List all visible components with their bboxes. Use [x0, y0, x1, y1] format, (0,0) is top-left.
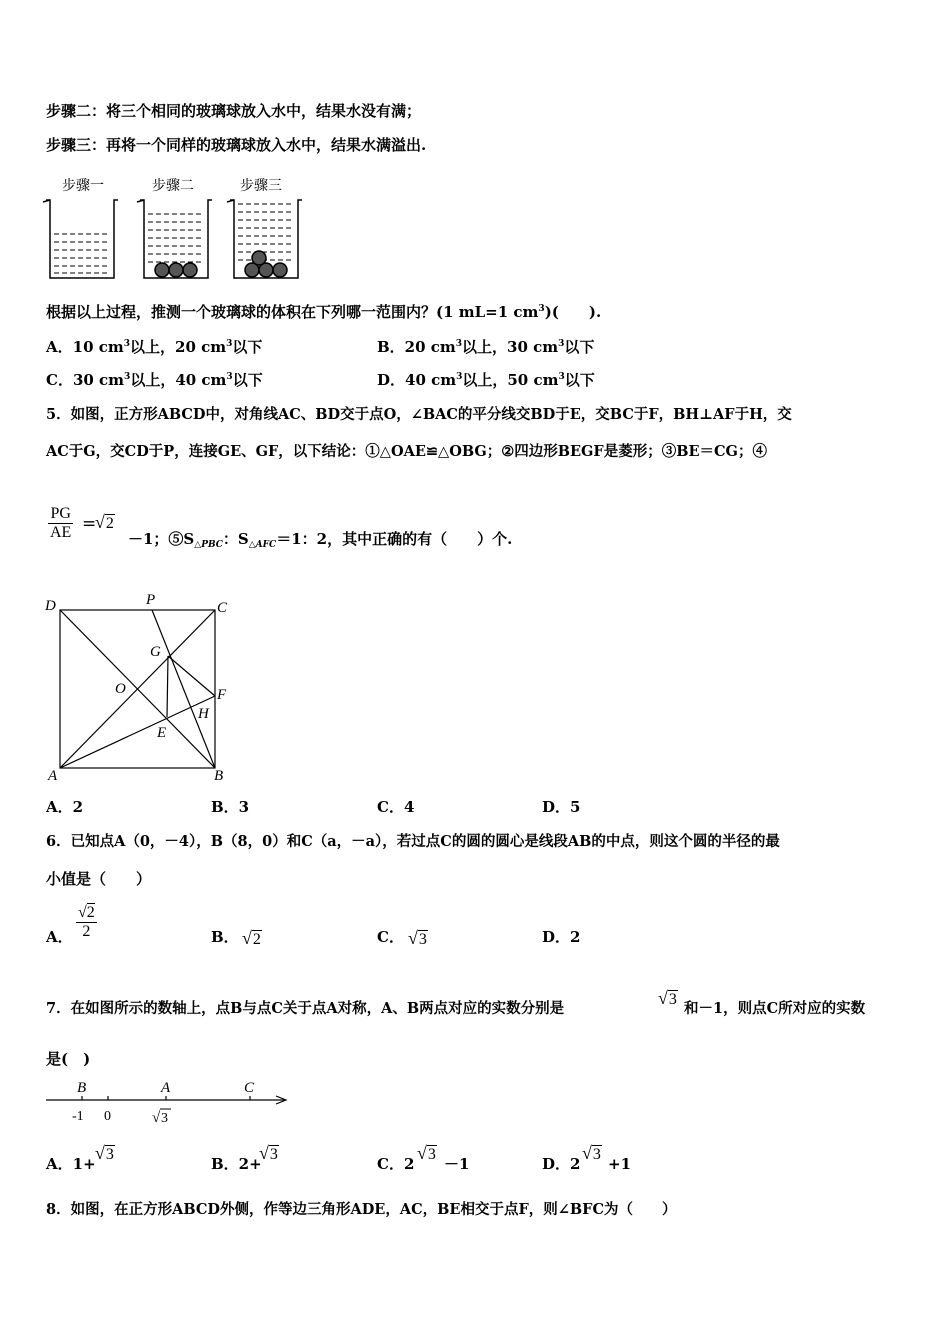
q7-option-a-sqrt: √3 [95, 1143, 114, 1163]
beaker-label-2: 步骤二 [152, 179, 194, 194]
axis-tick-0: 0 [104, 1109, 111, 1124]
q6-option-c-value: √3 [408, 928, 427, 948]
q5-equals: = [82, 514, 97, 534]
q4-option-b[interactable]: B．20 $cm^3$以上，30 $cm^3$以下 [377, 338, 595, 356]
q5-line3: －1；$⑤S_{\triangle PBC}$：$S_{\triangle AFC}=1$：2，其中正确的有（ ）个. [128, 530, 513, 550]
q4-stem: 根据以上过程，推测一个玻璃球的体积在下列哪一范围内？(1 mL=1 $cm^3$)( ). [46, 303, 602, 321]
q7-option-b[interactable]: B．2+ [211, 1155, 262, 1173]
q7-line2: 是( ) [46, 1050, 91, 1068]
label-P: P [146, 592, 156, 608]
q6-option-b-value: √2 [242, 928, 261, 948]
q7-option-c-tail: －1 [444, 1155, 470, 1173]
q6-option-b-label[interactable]: B． [211, 928, 239, 946]
q7-number-line [40, 1076, 300, 1132]
q6-line1: 6．已知点A（0，－4），B（8，0）和C（a，－a），若过点C的圆的圆心是线段AB的中点，则这个圆的半径的最 [46, 833, 780, 850]
beaker-1 [43, 200, 118, 278]
label-A: A [48, 768, 58, 784]
q5-fraction: PG AE [50, 505, 72, 541]
label-H: H [198, 706, 209, 722]
axis-tick-sqrt: 3 [161, 1111, 168, 1126]
axis-label-B: B [77, 1080, 87, 1096]
q5-square-figure [40, 588, 240, 784]
beaker-figure [40, 172, 310, 284]
axis-label-A: A [161, 1080, 171, 1096]
q7-line1-a: 7．在如图所示的数轴上，点B与点C关于点A对称，A、B两点对应的实数分别是 [46, 1000, 565, 1017]
q5-option-d[interactable]: D．5 [542, 798, 581, 816]
q5-option-c[interactable]: C．4 [377, 798, 415, 816]
q5-option-b[interactable]: B．3 [211, 798, 250, 816]
step3-text: 步骤三：再将一个同样的玻璃球放入水中，结果水满溢出. [46, 136, 427, 154]
q4-option-d[interactable]: D．40 $cm^3$以上，50 $cm^3$以下 [377, 371, 595, 389]
label-B: B [214, 768, 224, 784]
beaker-2 [137, 200, 212, 278]
q8-line1: 8．如图，在正方形ABCD外侧，作等边三角形ADE，AC，BE相交于点F，则∠BFC为（ ） [46, 1201, 677, 1218]
q6-option-c-label[interactable]: C． [377, 928, 404, 946]
q7-option-c[interactable]: C．2 [377, 1155, 415, 1173]
q5-sqrt: √2 [95, 512, 114, 532]
q6-line2: 小值是（ ） [46, 870, 152, 888]
beaker-3 [227, 200, 302, 278]
q7-option-d-sqrt: √3 [582, 1143, 601, 1163]
q5-option-a[interactable]: A．2 [46, 798, 84, 816]
q7-sqrt: √3 [658, 988, 677, 1008]
q5-line2: AC于G，交CD于P，连接GE、GF，以下结论：①△OAE≌△OBG；②四边形BEGF是菱形；③BE＝CG；④ [46, 443, 767, 460]
step2-text: 步骤二：将三个相同的玻璃球放入水中，结果水没有满； [46, 102, 422, 120]
q7-option-d-tail: +1 [608, 1155, 632, 1173]
axis-tick-m1: -1 [72, 1109, 84, 1124]
q4-option-a[interactable]: A．10 $cm^3$以上，20 $cm^3$以下 [46, 338, 263, 356]
label-C: C [217, 600, 228, 616]
q7-option-c-sqrt: √3 [417, 1143, 436, 1163]
axis-label-C: C [244, 1080, 255, 1096]
q7-option-d[interactable]: D．2 [542, 1155, 581, 1173]
q5-line1: 5．如图，正方形ABCD中，对角线AC、BD交于点O，∠BAC的平分线交BD于E，交BC于F，BH⊥AF于H，交 [46, 406, 792, 423]
beaker-label-1: 步骤一 [62, 179, 104, 194]
q6-option-a-label[interactable]: A． [46, 928, 73, 946]
beaker-label-3: 步骤三 [240, 179, 282, 194]
label-O: O [115, 681, 126, 697]
q7-option-a[interactable]: A．1+ [46, 1155, 96, 1173]
label-D: D [45, 598, 56, 614]
axis-tick-sqrt-symbol: √ [152, 1110, 161, 1126]
q6-option-a-value: √2 2 [78, 904, 95, 940]
label-G: G [150, 644, 161, 660]
q7-option-b-sqrt: √3 [259, 1143, 278, 1163]
q6-option-d[interactable]: D．2 [542, 928, 581, 946]
q7-line1-b: 和－1，则点C所对应的实数 [684, 1000, 866, 1017]
q4-option-c[interactable]: C．30 $cm^3$以上，40 $cm^3$以下 [46, 371, 263, 389]
label-F: F [217, 687, 227, 703]
label-E: E [157, 725, 167, 741]
